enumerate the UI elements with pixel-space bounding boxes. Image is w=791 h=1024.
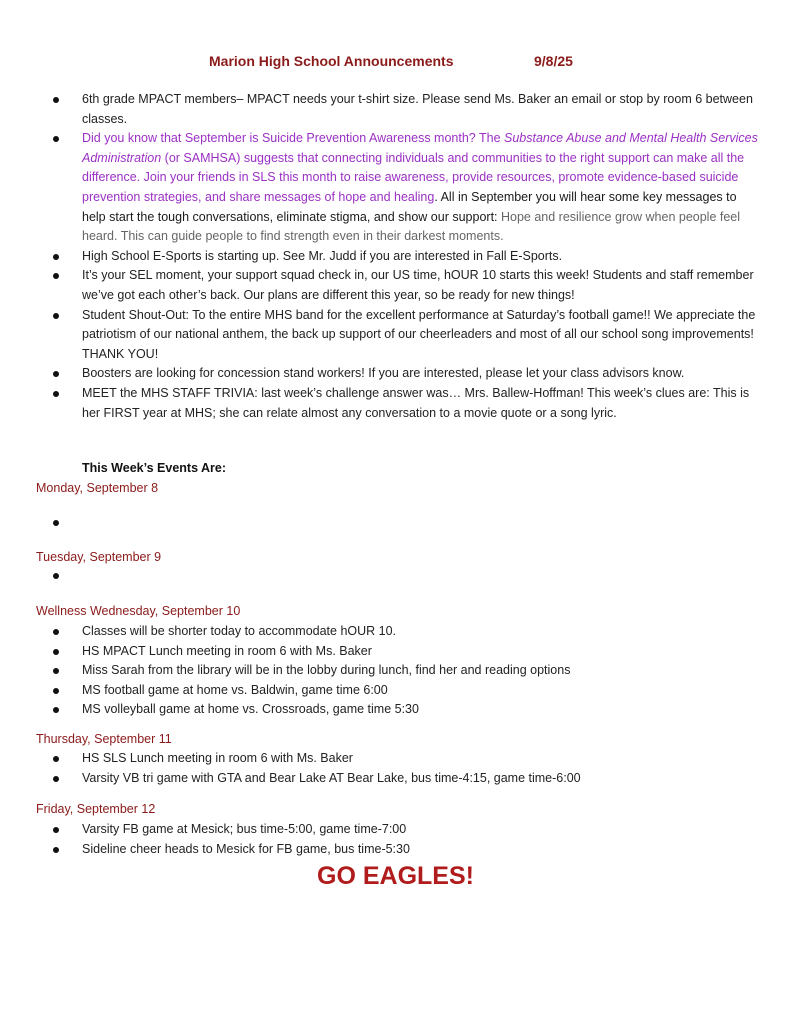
announcement-item	[0, 247, 791, 267]
day-heading-wednesday: Wellness Wednesday, September 10	[36, 604, 241, 618]
announcement-item	[0, 90, 791, 129]
announcement-text: It’s your SEL moment, your support squad check in, our US time, hOUR 10 starts this week! Students and staff remember we’ve got each other’s back. Our plans are different this year, so be ready for new things!	[82, 268, 754, 302]
event-text: Varsity FB game at Mesick; bus time-5:00, game time-7:00	[82, 822, 407, 836]
wednesday-events	[0, 622, 791, 720]
bullet-icon	[53, 391, 59, 397]
bullet-icon	[53, 668, 59, 674]
list-item	[0, 642, 791, 662]
list-item	[0, 700, 791, 720]
list-item	[0, 769, 791, 789]
event-text: Miss Sarah from the library will be in the lobby during lunch, find her and reading options	[82, 663, 571, 678]
monday-events	[0, 513, 791, 533]
bullet-icon	[53, 520, 59, 526]
announcement-item	[0, 364, 791, 384]
bullet-icon	[53, 776, 59, 782]
bullet-icon	[53, 707, 59, 713]
list-item	[0, 622, 791, 642]
announcement-item	[0, 266, 791, 305]
event-text: MS volleyball game at home vs. Crossroads, game time 5:30	[82, 702, 419, 717]
header	[0, 53, 791, 73]
bullet-icon	[53, 847, 59, 853]
event-text: Classes will be shorter today to accommodate hOUR 10.	[82, 624, 397, 638]
announcement-text: Student Shout-Out: To the entire MHS band for the excellent performance at Saturday’s football game!! We appreciate the patriotism of our national anthem, the back up support of our cheerleaders and most of all our school song improvements! THANK YOU!	[82, 307, 756, 361]
bullet-icon	[53, 371, 59, 377]
day-heading-thursday: Thursday, September 11	[36, 732, 172, 746]
bullet-icon	[53, 254, 59, 260]
bullet-icon	[53, 97, 59, 103]
announcement-text: MEET the MHS STAFF TRIVIA: last week’s challenge answer was… Mrs. Ballew-Hoffman! This week’s clues are: This is her FIRST year at MHS; she can relate almost any conversation to a movie quote or a song lyric.	[82, 385, 750, 420]
announcement-italic-text: Substance Abuse and Mental Health Services Administration	[82, 131, 758, 165]
tuesday-events	[0, 566, 791, 586]
event-text: HS SLS Lunch meeting in room 6 with Ms. Baker	[82, 751, 353, 765]
event-text: Sideline cheer heads to Mesick for FB game, bus time-5:30	[82, 841, 410, 856]
list-item	[0, 840, 791, 860]
bullet-icon	[53, 756, 59, 762]
bullet-icon	[53, 313, 59, 319]
bullet-icon	[53, 629, 59, 635]
page-date: 9/8/25	[534, 53, 573, 69]
announcement-text: (or SAMHSA) suggests that connecting individuals and communities to the right support can make all the difference. Join your friends in SLS this month to raise awareness, provide resources, promote evidence-based suicide prevention strategies, and share messages of hope and healing	[82, 150, 745, 204]
list-item	[0, 749, 791, 769]
announcement-quote: Hope and resilience grow when people feel heard. This can guide people to find strength even in their darkest moments.	[82, 209, 741, 244]
day-heading-tuesday: Tuesday, September 9	[36, 550, 162, 564]
list-item	[0, 513, 791, 533]
event-text: HS MPACT Lunch meeting in room 6 with Ms. Baker	[82, 643, 372, 658]
announcement-text: Boosters are looking for concession stand workers! If you are interested, please let your class advisors know.	[82, 366, 685, 381]
page-title: Marion High School Announcements	[209, 53, 454, 69]
day-heading-monday: Monday, September 8	[36, 481, 159, 495]
list-item	[0, 681, 791, 701]
list-item	[0, 820, 791, 840]
bullet-icon	[53, 573, 59, 579]
friday-events	[0, 820, 791, 859]
bullet-icon	[53, 136, 59, 142]
bullet-icon	[53, 273, 59, 279]
day-heading-friday: Friday, September 12	[36, 802, 156, 816]
announcement-list	[0, 90, 791, 423]
bullet-icon	[53, 827, 59, 833]
event-text: Varsity VB tri game with GTA and Bear Lake AT Bear Lake, bus time-4:15, game time-6:00	[82, 770, 581, 785]
announcement-item	[0, 306, 791, 365]
bullet-icon	[53, 649, 59, 655]
announcement-text: . All in September you will hear some key messages to help start the tough conversations, eliminate stigma, and show our support:	[82, 189, 737, 224]
slogan: GO EAGLES!	[317, 862, 474, 890]
announcement-item	[0, 129, 791, 247]
thursday-events	[0, 749, 791, 788]
bullet-icon	[53, 688, 59, 694]
events-heading: This Week’s Events Are:	[82, 461, 227, 475]
announcement-item	[0, 384, 791, 423]
announcement-text: 6th grade MPACT members– MPACT needs your t-shirt size. Please send Ms. Baker an email or stop by room 6 between classes.	[82, 92, 753, 126]
announcement-text: High School E-Sports is starting up. See Mr. Judd if you are interested in Fall E-Sports.	[82, 248, 563, 263]
list-item	[0, 661, 791, 681]
announcement-text: Did you know that September is Suicide Prevention Awareness month? The	[82, 131, 504, 146]
event-text: MS football game at home vs. Baldwin, game time 6:00	[82, 682, 388, 697]
list-item	[0, 566, 791, 586]
